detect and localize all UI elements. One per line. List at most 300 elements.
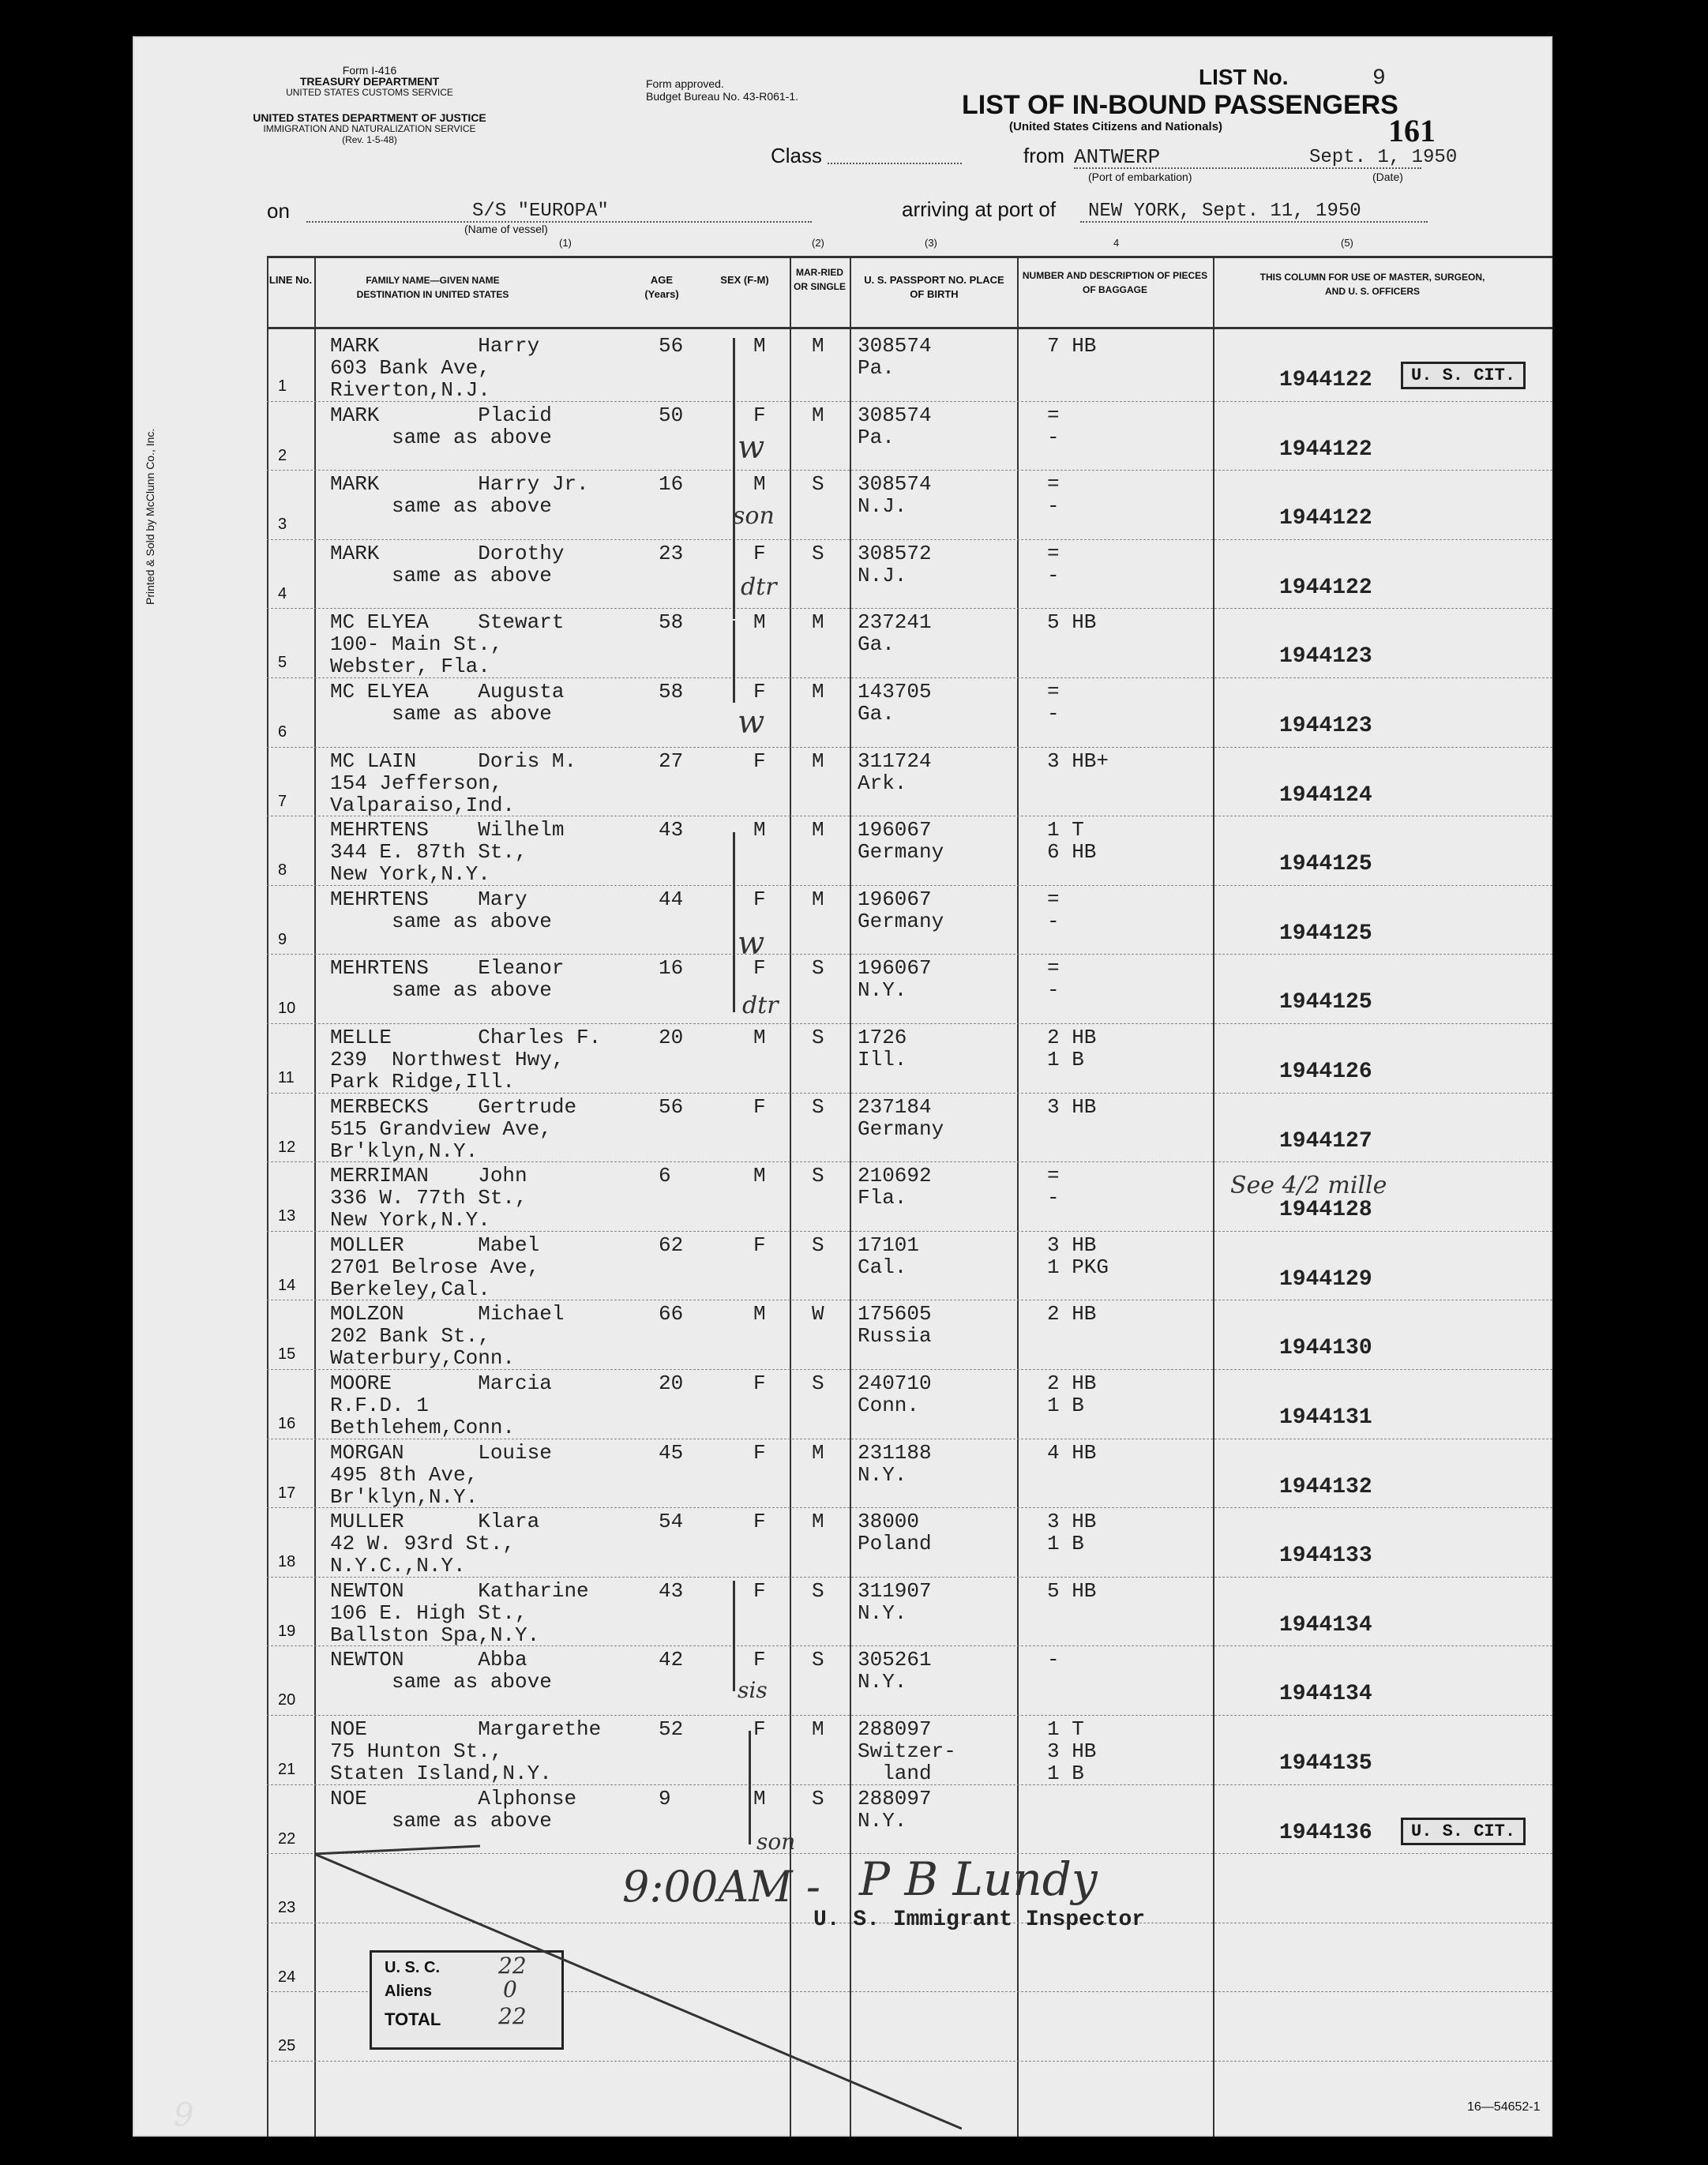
passport-number: 210692 (858, 1164, 932, 1188)
place-of-birth: Pa. (858, 356, 895, 380)
officer-reference: 1944129 (1279, 1266, 1372, 1292)
inspector-signature: P B Lundy (859, 1852, 1098, 1906)
handwritten-note: See 4/2 mille (1230, 1172, 1387, 1199)
page-number-stamp: 161 (1388, 113, 1436, 148)
col-divider (1213, 256, 1214, 2137)
line-number: 3 (278, 516, 287, 534)
col-num-4: 4 (1113, 237, 1120, 249)
passenger-address: 75 Hunton St., (330, 1739, 503, 1763)
marital-status: S (812, 541, 824, 565)
marital-status: M (812, 1717, 824, 1741)
passport-number: 311724 (858, 749, 932, 773)
passenger-sex: F (753, 1717, 766, 1741)
port-of-embarkation: ANTWERP (1074, 145, 1161, 169)
baggage-secondary: 1 PKG (1047, 1255, 1109, 1279)
marital-status: S (812, 1578, 824, 1603)
passenger-name: NEWTON Katharine (330, 1578, 589, 1603)
passenger-sex: M (753, 1026, 766, 1049)
line-number: 8 (278, 861, 287, 880)
line-number: 23 (278, 1899, 296, 1917)
place-of-birth: N.Y. (858, 1462, 907, 1487)
passenger-name: MEHRTENS Mary (330, 887, 527, 911)
passport-number: 308574 (858, 472, 932, 497)
place-of-birth: N.Y. (858, 1808, 907, 1833)
baggage-primary: 3 HB+ (1047, 749, 1109, 773)
baggage-secondary: 1 B (1047, 1048, 1084, 1071)
officer-reference: 1944122 (1279, 506, 1372, 531)
line-number: 18 (278, 1553, 296, 1571)
baggage-primary: 2 HB (1047, 1026, 1097, 1049)
passenger-name: MULLER Klara (330, 1510, 540, 1534)
passport-number: 231188 (858, 1440, 932, 1465)
officer-reference: 1944126 (1279, 1060, 1372, 1084)
baggage-primary: - (1047, 1648, 1060, 1672)
table-top-rule (267, 256, 1552, 258)
marital-status: S (812, 956, 824, 981)
passenger-name: MEHRTENS Wilhelm (330, 818, 565, 842)
baggage-secondary: 1 B (1047, 1532, 1084, 1556)
baggage-secondary: - (1047, 494, 1060, 519)
passenger-sex: F (753, 541, 766, 565)
officer-reference: 1944127 (1279, 1128, 1372, 1154)
header-married: MAR-RIED OR SINGLE (793, 267, 846, 292)
passenger-city: N.Y.C.,N.Y. (330, 1554, 466, 1578)
passenger-city: New York,N.Y. (330, 862, 490, 887)
us-citizen-stamp: U. S. CIT. (1401, 1818, 1526, 1845)
passenger-name: MORGAN Louise (330, 1440, 552, 1465)
baggage-primary: 5 HB (1047, 610, 1097, 635)
passenger-name: MARK Harry (330, 334, 540, 358)
handwritten-relation: dtr (742, 992, 779, 1019)
passenger-name: MEHRTENS Eleanor (330, 956, 565, 981)
family-bracket (733, 621, 735, 703)
line-number: 25 (278, 2037, 296, 2055)
passenger-address: 202 Bank St., (330, 1324, 490, 1349)
passenger-sex: F (753, 680, 766, 704)
passport-number: 288097 (858, 1717, 932, 1741)
passenger-name: MC ELYEA Augusta (330, 680, 565, 704)
marital-status: S (812, 1094, 824, 1119)
handwritten-time: 9:00AM - (622, 1862, 820, 1912)
from-label: from (1023, 144, 1064, 167)
passenger-age: 62 (659, 1233, 684, 1257)
departure-date: Sept. 1, 1950 (1309, 147, 1458, 168)
passenger-address: 336 W. 77th St., (330, 1186, 527, 1210)
passenger-city: Riverton,N.J. (330, 378, 490, 402)
handwritten-relation: dtr (741, 573, 777, 601)
place-of-birth: Russia (858, 1324, 932, 1349)
row-rule (267, 470, 1552, 471)
passenger-name: MARK Placid (330, 403, 552, 427)
family-bracket (733, 1581, 735, 1691)
list-no-label: LIST No. (1199, 65, 1289, 89)
passenger-sex: F (753, 749, 766, 773)
aliens-label: Aliens (385, 1983, 433, 2000)
passenger-sex: F (753, 1371, 766, 1395)
passenger-age: 43 (659, 1578, 684, 1603)
budget-bureau: Budget Bureau No. 43-R061-1. (646, 90, 799, 103)
passport-number: 237241 (858, 610, 932, 635)
col-divider (267, 256, 268, 2137)
passport-number: 38000 (858, 1510, 920, 1534)
officer-reference: 1944134 (1279, 1612, 1372, 1638)
baggage-secondary: - (1047, 702, 1060, 726)
passport-number: 196067 (858, 887, 932, 911)
baggage-secondary: 3 HB 1 B (1047, 1739, 1097, 1785)
baggage-primary: 7 HB (1047, 334, 1097, 358)
footer-code: 16—54652-1 (1467, 2100, 1541, 2114)
passenger-sex: M (753, 818, 766, 842)
passenger-age: 56 (659, 1094, 684, 1119)
passenger-age: 16 (659, 956, 684, 981)
place-of-birth: Ga. (858, 702, 895, 726)
passenger-age: 54 (659, 1510, 684, 1534)
line-number: 1 (278, 377, 287, 395)
officer-reference: 1944135 (1279, 1751, 1372, 1776)
dept-justice: UNITED STATES DEPARTMENT OF JUSTICE (253, 111, 486, 124)
marital-status: M (812, 749, 824, 773)
baggage-secondary: 1 B (1047, 1394, 1084, 1417)
passenger-name: MC ELYEA Stewart (330, 610, 565, 635)
line-number: 2 (278, 446, 287, 464)
place-of-birth: Conn. (858, 1394, 920, 1417)
class-field (828, 163, 962, 164)
passenger-sex: M (753, 1302, 766, 1326)
passenger-age: 58 (659, 680, 684, 704)
line-number: 17 (278, 1484, 296, 1502)
arriving-label: arriving at port of (902, 197, 1057, 221)
passenger-age: 50 (659, 403, 684, 427)
passenger-name: MARK Dorothy (330, 541, 565, 565)
date-caption: (Date) (1372, 171, 1403, 183)
passenger-address: 100- Main St., (330, 632, 503, 657)
baggage-primary: 3 HB (1047, 1094, 1097, 1119)
marital-status: M (812, 1440, 824, 1465)
passenger-address: same as above (330, 563, 552, 587)
col-num-2: (2) (812, 237, 824, 249)
passport-number: 175605 (858, 1302, 932, 1326)
passenger-sex: M (753, 1786, 766, 1810)
header-name: FAMILY NAME—GIVEN NAME DESTINATION IN UNITED STATES (356, 275, 509, 300)
line-number: 16 (278, 1415, 296, 1432)
form-title: LIST OF IN-BOUND PASSENGERS (962, 90, 1398, 120)
passenger-sex: M (753, 334, 766, 358)
place-of-birth: Poland (858, 1532, 932, 1556)
handwritten-relation: w (738, 430, 765, 466)
passenger-sex: F (753, 1440, 766, 1465)
marital-status: W (812, 1302, 824, 1326)
passenger-name: MOORE Marcia (330, 1371, 552, 1395)
passenger-sex: F (753, 1233, 766, 1257)
passenger-address: 42 W. 93rd St., (330, 1532, 516, 1556)
officer-reference: 1944131 (1279, 1405, 1372, 1430)
header-baggage: NUMBER AND DESCRIPTION OF PIECES OF BAGGAGE (1022, 270, 1208, 295)
passenger-sex: F (753, 1094, 766, 1119)
passenger-age: 45 (659, 1440, 684, 1465)
row-rule (267, 954, 1552, 955)
officer-reference: 1944128 (1279, 1198, 1372, 1223)
passport-number: 196067 (858, 818, 932, 842)
marital-status: M (812, 1510, 824, 1534)
officer-reference: 1944123 (1279, 714, 1372, 738)
officer-reference: 1944133 (1279, 1544, 1372, 1569)
passport-number: 240710 (858, 1371, 932, 1395)
passport-number: 305261 (858, 1648, 932, 1672)
line-number: 7 (278, 792, 287, 810)
marital-status: S (812, 472, 824, 497)
passenger-city: Br'klyn,N.Y. (330, 1484, 479, 1509)
passenger-address: 2701 Belrose Ave, (330, 1255, 540, 1279)
marital-status: M (812, 403, 824, 427)
baggage-primary: 2 HB (1047, 1302, 1097, 1326)
row-rule (267, 608, 1552, 609)
total-label: TOTAL (385, 2009, 441, 2029)
passenger-name: MERRIMAN John (330, 1164, 527, 1188)
corner-mark: 9 (174, 2097, 194, 2133)
cancel-diagonal (314, 1844, 962, 2137)
family-bracket (733, 338, 735, 619)
vessel-name: S/S "EUROPA" (472, 201, 609, 222)
marital-status: M (812, 818, 824, 842)
passenger-city: Valparaiso,Ind. (330, 793, 516, 817)
baggage-secondary: - (1047, 563, 1060, 587)
passenger-age: 42 (659, 1648, 684, 1672)
us-citizen-stamp: U. S. CIT. (1401, 362, 1526, 389)
passenger-address: 106 E. High St., (330, 1600, 527, 1625)
line-number: 22 (278, 1829, 296, 1848)
baggage-primary: 3 HB (1047, 1233, 1097, 1257)
passenger-name: NOE Alphonse (330, 1786, 577, 1810)
manifest-page (133, 36, 1552, 2137)
officer-reference: 1944124 (1279, 782, 1372, 808)
passenger-address: same as above (330, 425, 552, 449)
place-of-birth: Ark. (858, 771, 907, 795)
baggage-secondary: - (1047, 1186, 1060, 1210)
passenger-age: 20 (659, 1371, 684, 1395)
place-of-birth: Germany (858, 840, 944, 865)
passenger-sex: F (753, 1648, 766, 1672)
on-label: on (267, 199, 290, 223)
passport-number: 237184 (858, 1094, 932, 1119)
form-revision: (Rev. 1-5-48) (342, 134, 397, 145)
place-of-birth: Ill. (858, 1048, 907, 1071)
place-of-birth: Germany (858, 909, 944, 933)
line-number: 13 (278, 1207, 296, 1225)
baggage-primary: = (1047, 541, 1060, 565)
marital-status: M (812, 887, 824, 911)
passenger-address: 603 Bank Ave, (330, 356, 490, 380)
passenger-name: NEWTON Abba (330, 1648, 527, 1672)
passenger-sex: F (753, 956, 766, 981)
place-of-birth: Fla. (858, 1186, 907, 1210)
passenger-sex: F (753, 887, 766, 911)
passenger-address: 344 E. 87th St., (330, 840, 527, 865)
col-num-5: (5) (1341, 237, 1353, 249)
passenger-name: MARK Harry Jr. (330, 472, 589, 497)
passenger-city: Staten Island,N.Y. (330, 1762, 552, 1785)
passenger-age: 66 (659, 1302, 684, 1326)
passenger-age: 44 (659, 887, 684, 911)
place-of-birth: N.J. (858, 494, 907, 519)
row-rule (267, 1023, 1552, 1024)
form-number: Form I-416 (342, 64, 397, 77)
passport-number: 143705 (858, 680, 932, 704)
passenger-address: same as above (330, 494, 552, 519)
line-number: 12 (278, 1138, 296, 1156)
baggage-primary: 1 T (1047, 818, 1084, 842)
passenger-sex: M (753, 1164, 766, 1188)
officer-reference: 1944122 (1279, 575, 1372, 600)
vessel-caption: (Name of vessel) (464, 223, 548, 235)
handwritten-relation: son (733, 502, 775, 530)
baggage-secondary: - (1047, 978, 1060, 1003)
passenger-city: Berkeley,Cal. (330, 1277, 490, 1301)
marital-status: S (812, 1648, 824, 1672)
arrival-field (1080, 221, 1428, 223)
place-of-birth: Switzer- land (858, 1739, 956, 1785)
baggage-primary: = (1047, 472, 1060, 497)
class-label: Class (771, 144, 823, 167)
handwritten-relation: son (756, 1829, 796, 1855)
line-number: 11 (278, 1069, 295, 1086)
handwritten-relation: sis (738, 1677, 768, 1703)
passenger-city: Waterbury,Conn. (330, 1346, 516, 1371)
usc-count: 22 (498, 1953, 527, 1979)
passenger-age: 6 (659, 1164, 671, 1188)
baggage-primary: 4 HB (1047, 1440, 1097, 1465)
passenger-name: MOLZON Michael (330, 1302, 565, 1326)
officer-reference: 1944123 (1279, 644, 1372, 670)
marital-status: S (812, 1371, 824, 1395)
baggage-primary: 1 T (1047, 1717, 1084, 1741)
row-rule (267, 747, 1552, 748)
passenger-age: 52 (659, 1717, 684, 1741)
col-num-3: (3) (925, 237, 937, 249)
place-of-birth: N.Y. (858, 1600, 907, 1625)
passenger-age: 27 (659, 749, 684, 773)
handwritten-relation: w (738, 925, 765, 962)
passenger-city: Park Ridge,Ill. (330, 1070, 516, 1094)
marital-status: S (812, 1164, 824, 1188)
line-number: 5 (278, 654, 287, 672)
family-bracket (733, 832, 735, 1012)
officer-reference: 1944122 (1279, 437, 1372, 462)
place-of-birth: N.J. (858, 563, 907, 587)
passport-number: 308574 (858, 403, 932, 427)
passenger-address: same as above (330, 702, 552, 726)
passenger-name: MELLE Charles F. (330, 1026, 602, 1049)
place-of-birth: N.Y. (858, 1670, 907, 1694)
marital-status: M (812, 610, 824, 635)
passenger-city: New York,N.Y. (330, 1208, 490, 1233)
list-no: 9 (1372, 66, 1386, 91)
line-number: 19 (278, 1622, 296, 1640)
passenger-name: MERBECKS Gertrude (330, 1094, 577, 1119)
passenger-address: R.F.D. 1 (330, 1394, 429, 1417)
officer-reference: 1944125 (1279, 990, 1372, 1015)
passport-number: 288097 (858, 1786, 932, 1810)
row-rule (267, 539, 1552, 540)
row-rule (267, 1715, 1552, 1716)
passport-number: 308572 (858, 541, 932, 565)
passenger-sex: M (753, 472, 766, 497)
vessel-field (306, 221, 812, 223)
table-header-rule (267, 327, 1552, 329)
header-age: AGE (Years) (644, 274, 679, 300)
passport-number: 17101 (858, 1233, 920, 1257)
officer-reference: 1944125 (1279, 852, 1372, 877)
total-count: 22 (498, 2003, 527, 2029)
baggage-primary: = (1047, 956, 1060, 981)
marital-status: S (812, 1233, 824, 1257)
line-number: 6 (278, 723, 287, 741)
passenger-city: Ballston Spa,N.Y. (330, 1623, 540, 1647)
baggage-primary: 2 HB (1047, 1371, 1097, 1395)
header-officers: THIS COLUMN FOR USE OF MASTER, SURGEON, AND U. S. OFFICERS (1259, 272, 1485, 297)
baggage-primary: 5 HB (1047, 1578, 1097, 1603)
line-number: 4 (278, 584, 287, 602)
baggage-primary: = (1047, 403, 1060, 427)
place-of-birth: Ga. (858, 632, 895, 657)
baggage-secondary: - (1047, 425, 1060, 449)
passenger-age: 20 (659, 1026, 684, 1049)
header-line-no: LINE No. (268, 274, 313, 286)
marital-status: S (812, 1786, 824, 1810)
arrival-port-date: NEW YORK, Sept. 11, 1950 (1088, 201, 1361, 222)
baggage-secondary: 6 HB (1047, 840, 1097, 865)
passenger-sex: F (753, 403, 766, 427)
line-number: 9 (278, 930, 287, 948)
printer-credit: Printed & Sold by McClunn Co., Inc. (144, 428, 156, 605)
line-number: 14 (278, 1276, 296, 1294)
passenger-sex: F (753, 1578, 766, 1603)
passenger-age: 43 (659, 818, 684, 842)
inspector-title: U. S. Immigrant Inspector (813, 1908, 1146, 1932)
baggage-primary: 3 HB (1047, 1510, 1097, 1534)
officer-reference: 1944130 (1279, 1336, 1372, 1361)
line-number: 24 (278, 1968, 296, 1986)
passport-number: 196067 (858, 956, 932, 981)
passenger-city: Bethlehem,Conn. (330, 1416, 516, 1439)
passenger-address: same as above (330, 978, 552, 1003)
marital-status: M (812, 334, 824, 358)
passenger-address: same as above (330, 909, 552, 933)
officer-reference: 1944132 (1279, 1474, 1372, 1499)
line-number: 15 (278, 1345, 296, 1364)
marital-status: M (812, 680, 824, 704)
passenger-address: 515 Grandview Ave, (330, 1116, 552, 1141)
handwritten-relation: w (738, 704, 765, 741)
passenger-name: MOLLER Mabel (330, 1233, 540, 1257)
officer-reference: 1944136 (1279, 1820, 1372, 1845)
line-number: 21 (278, 1761, 296, 1778)
dept-justice-sub: IMMIGRATION AND NATURALIZATION SERVICE (263, 123, 476, 134)
place-of-birth: Cal. (858, 1255, 907, 1279)
officer-reference: 1944122 (1279, 368, 1372, 392)
dept-treasury-sub: UNITED STATES CUSTOMS SERVICE (286, 87, 453, 98)
passenger-city: Br'klyn,N.Y. (330, 1139, 479, 1163)
passenger-name: NOE Margarethe (330, 1717, 602, 1741)
baggage-primary: = (1047, 887, 1060, 911)
baggage-primary: = (1047, 1164, 1060, 1188)
passenger-address: 495 8th Ave, (330, 1462, 479, 1487)
header-sex: SEX (F-M) (720, 274, 769, 286)
port-caption: (Port of embarkation) (1088, 171, 1192, 183)
place-of-birth: Pa. (858, 425, 895, 449)
dept-treasury: TREASURY DEPARTMENT (299, 75, 440, 88)
passport-number: 311907 (858, 1578, 932, 1603)
passenger-age: 58 (659, 610, 684, 635)
